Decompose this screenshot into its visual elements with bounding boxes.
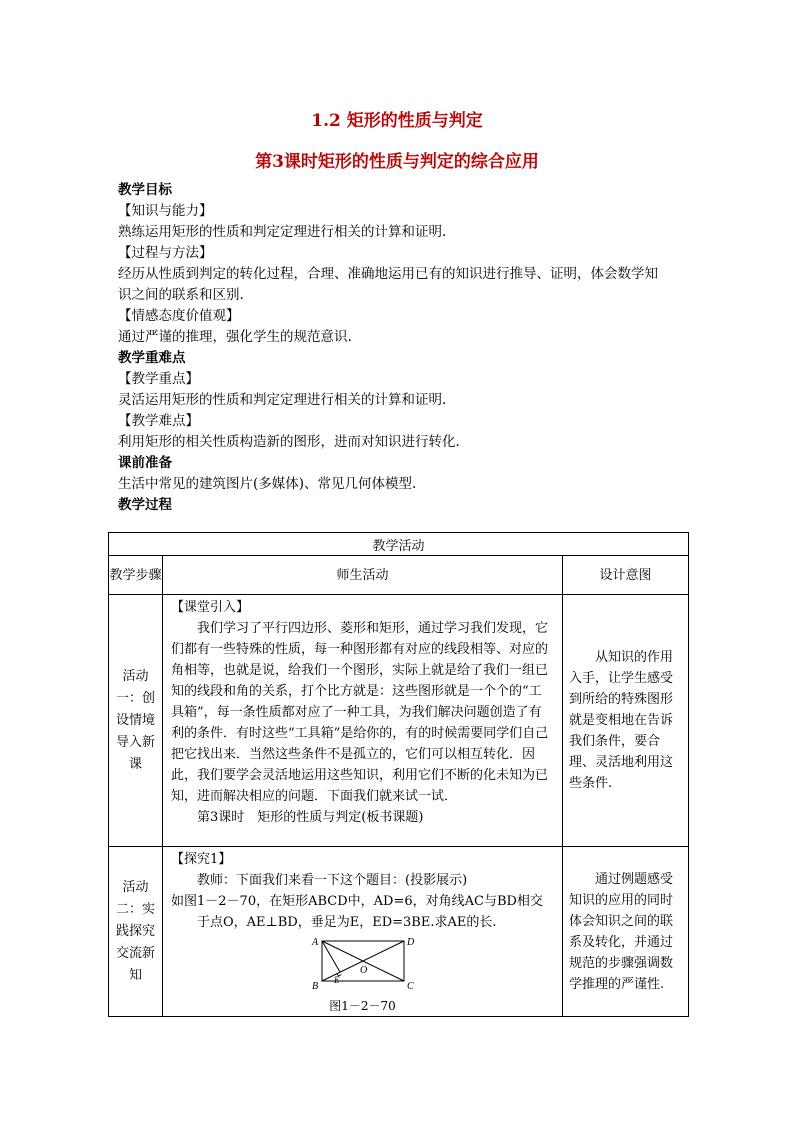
subheading-knowledge: 【知识与能力】 bbox=[118, 203, 213, 219]
figure-caption: 图1－2－70 bbox=[329, 999, 396, 1013]
row2-intent: 通过例题感受知识的应用的同时体会知识之间的联系及转化，并通过规范的步骤强调数学推理的严谨性. bbox=[563, 847, 689, 1017]
header-step: 教学步骤 bbox=[109, 556, 163, 595]
text-knowledge: 熟练运用矩形的性质和判定定理进行相关的计算和证明. bbox=[118, 224, 447, 240]
label-o: O bbox=[359, 965, 367, 976]
content-block bbox=[118, 180, 688, 516]
rectangle-abcd-diagram bbox=[308, 935, 418, 991]
label-e: E bbox=[333, 975, 339, 985]
label-d: D bbox=[406, 937, 414, 948]
text-attitude: 通过严谨的推理，强化学生的规范意识. bbox=[118, 329, 352, 345]
subheading-process: 【过程与方法】 bbox=[118, 245, 213, 261]
label-a: A bbox=[311, 937, 318, 948]
section-heading-objectives: 教学目标 bbox=[118, 182, 172, 198]
header-intent: 设计意图 bbox=[563, 556, 689, 595]
table-caption: 教学活动 bbox=[109, 533, 689, 556]
row2-line2: 如图1－2－70，在矩形ABCD中，AD=6，对角线AC与BD相交 bbox=[171, 894, 543, 909]
row2-line1: 教师：下面我们来看一下这个题目：(投影展示) bbox=[197, 873, 468, 888]
section-heading-key-points: 教学重难点 bbox=[118, 350, 186, 366]
row1-closing: 第3课时 矩形的性质与判定(板书课题) bbox=[197, 810, 424, 825]
subheading-focus: 【教学重点】 bbox=[118, 371, 199, 387]
row1-activity bbox=[163, 595, 563, 847]
teaching-activity-table bbox=[108, 532, 689, 1017]
text-preparation: 生活中常见的建筑图片(多媒体)、常见几何体模型. bbox=[118, 476, 417, 492]
subheading-difficulty: 【教学难点】 bbox=[118, 413, 199, 429]
text-focus: 灵活运用矩形的性质和判定定理进行相关的计算和证明. bbox=[118, 392, 447, 408]
text-process-2: 识之间的联系和区别. bbox=[118, 287, 244, 303]
row2-heading: 【探究1】 bbox=[171, 852, 232, 867]
row2-activity bbox=[163, 847, 563, 1017]
row1-step: 活动一：创设情境导入新课 bbox=[109, 595, 163, 847]
text-difficulty: 利用矩形的相关性质构造新的图形，进而对知识进行转化. bbox=[118, 434, 460, 450]
row2-step: 活动二：实践探究交流新知 bbox=[109, 847, 163, 1017]
row1-body: 我们学习了平行四边形、菱形和矩形，通过学习我们发现，它们都有一些特殊的性质，每一种图形都有对应的线段相等、对应的角相等，也就是说，给我们一个图形，实际上就是给了我们一组已知的线段和角的关系，打个比方就是：这些图形就是一个个的“工具箱”，每一条性质都对应了一种工具，为我们解决问题创造了有利的条件．有时这些“工具箱”是给你的，有的时候需要同学们自己把它找出来．当然这些条件不是孤立的，它们可以相互转化．因此，我们要学会灵活地运用这些知识，利用它们不断的化未知为已知，进而解决相应的问题．下面我们就来试一试． bbox=[171, 621, 549, 804]
header-activity: 师生活动 bbox=[163, 556, 563, 595]
section-heading-process: 教学过程 bbox=[118, 497, 172, 513]
label-c: C bbox=[406, 981, 414, 991]
row2-line3: 于点O，AE⊥BD，垂足为E，ED=3BE.求AE的长. bbox=[197, 915, 497, 930]
row1-heading: 【课堂引入】 bbox=[171, 600, 250, 615]
rectangle-figure bbox=[171, 935, 554, 998]
text-process-1: 经历从性质到判定的转化过程，合理、准确地运用已有的知识进行推导、证明，体会数学知 bbox=[118, 266, 658, 282]
label-b: B bbox=[311, 981, 318, 991]
page-title: 1.2 矩形的性质与判定 bbox=[311, 111, 483, 131]
section-heading-preparation: 课前准备 bbox=[118, 455, 172, 471]
subheading-attitude: 【情感态度价值观】 bbox=[118, 308, 240, 324]
row1-intent: 从知识的作用入手，让学生感受到所给的特殊图形就是变相地在告诉我们条件，要合理、灵活地利用这些条件. bbox=[563, 595, 689, 847]
page-subtitle: 第3课时矩形的性质与判定的综合应用 bbox=[255, 152, 539, 172]
